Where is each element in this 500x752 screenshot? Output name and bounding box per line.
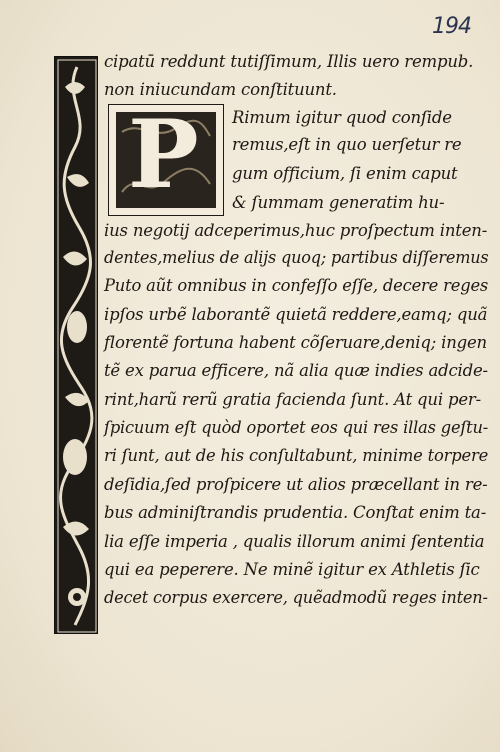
text-line: rint,harũ rerũ gratia facienda ſunt. At qui per-: [104, 390, 481, 409]
text-line: ri ſunt, aut de his conſultabunt, minime torpere: [104, 446, 489, 465]
initial-letter: P: [128, 100, 199, 210]
text-line: & ſummam generatim hu-: [232, 193, 445, 212]
text-line: ius negotij adceperimus,huc proſpectum inten-: [104, 221, 488, 240]
text-line: gum officium, ſi enim caput: [232, 164, 458, 183]
text-line: ſpicuum eſt quòd oportet eos qui res illas geſtu-: [104, 418, 489, 437]
text-line: cipatū reddunt tutiſſimum, Illis uero rempub.: [104, 52, 474, 71]
text-line: bus adminiſtrandis prudentia. Conſtat enim ta-: [104, 503, 487, 522]
woodcut-border: [54, 56, 98, 634]
text-line: tẽ ex parua efficere, nã alia quæ indies adcide-: [104, 361, 488, 380]
text-line: remus,eſt in quo uerſetur re: [232, 135, 462, 154]
text-line: qui ea peperere. Ne minẽ igitur ex Athletis ſic: [104, 560, 480, 579]
initial-background: [116, 100, 216, 210]
text-line: dentes,melius de alijs quoq; partibus diſſeremus: [104, 248, 489, 267]
text-line: non iniucundam conſtituunt.: [104, 80, 337, 99]
text-line: decet corpus exercere, quẽadmodũ reges inten-: [104, 588, 488, 607]
text-line: Puto aũt omnibus in confeſſo eſſe, decere reges: [104, 276, 489, 295]
folio-number: 194: [432, 14, 471, 39]
text-line: lia eſſe imperia , qualis illorum animi ſententia: [104, 532, 485, 551]
text-line: Rimum igitur quod conſide: [232, 108, 452, 127]
ornament-graphic: [55, 57, 99, 635]
text-line: ipſos urbẽ laborantẽ quietã reddere,eamq; quã: [104, 305, 488, 324]
text-line: florentẽ fortuna habent cõſeruare,deniq; ingen: [104, 333, 487, 352]
decorated-initial: [108, 100, 224, 216]
text-line: deſidia,ſed proſpicere ut alios præcellant in re-: [104, 475, 488, 494]
